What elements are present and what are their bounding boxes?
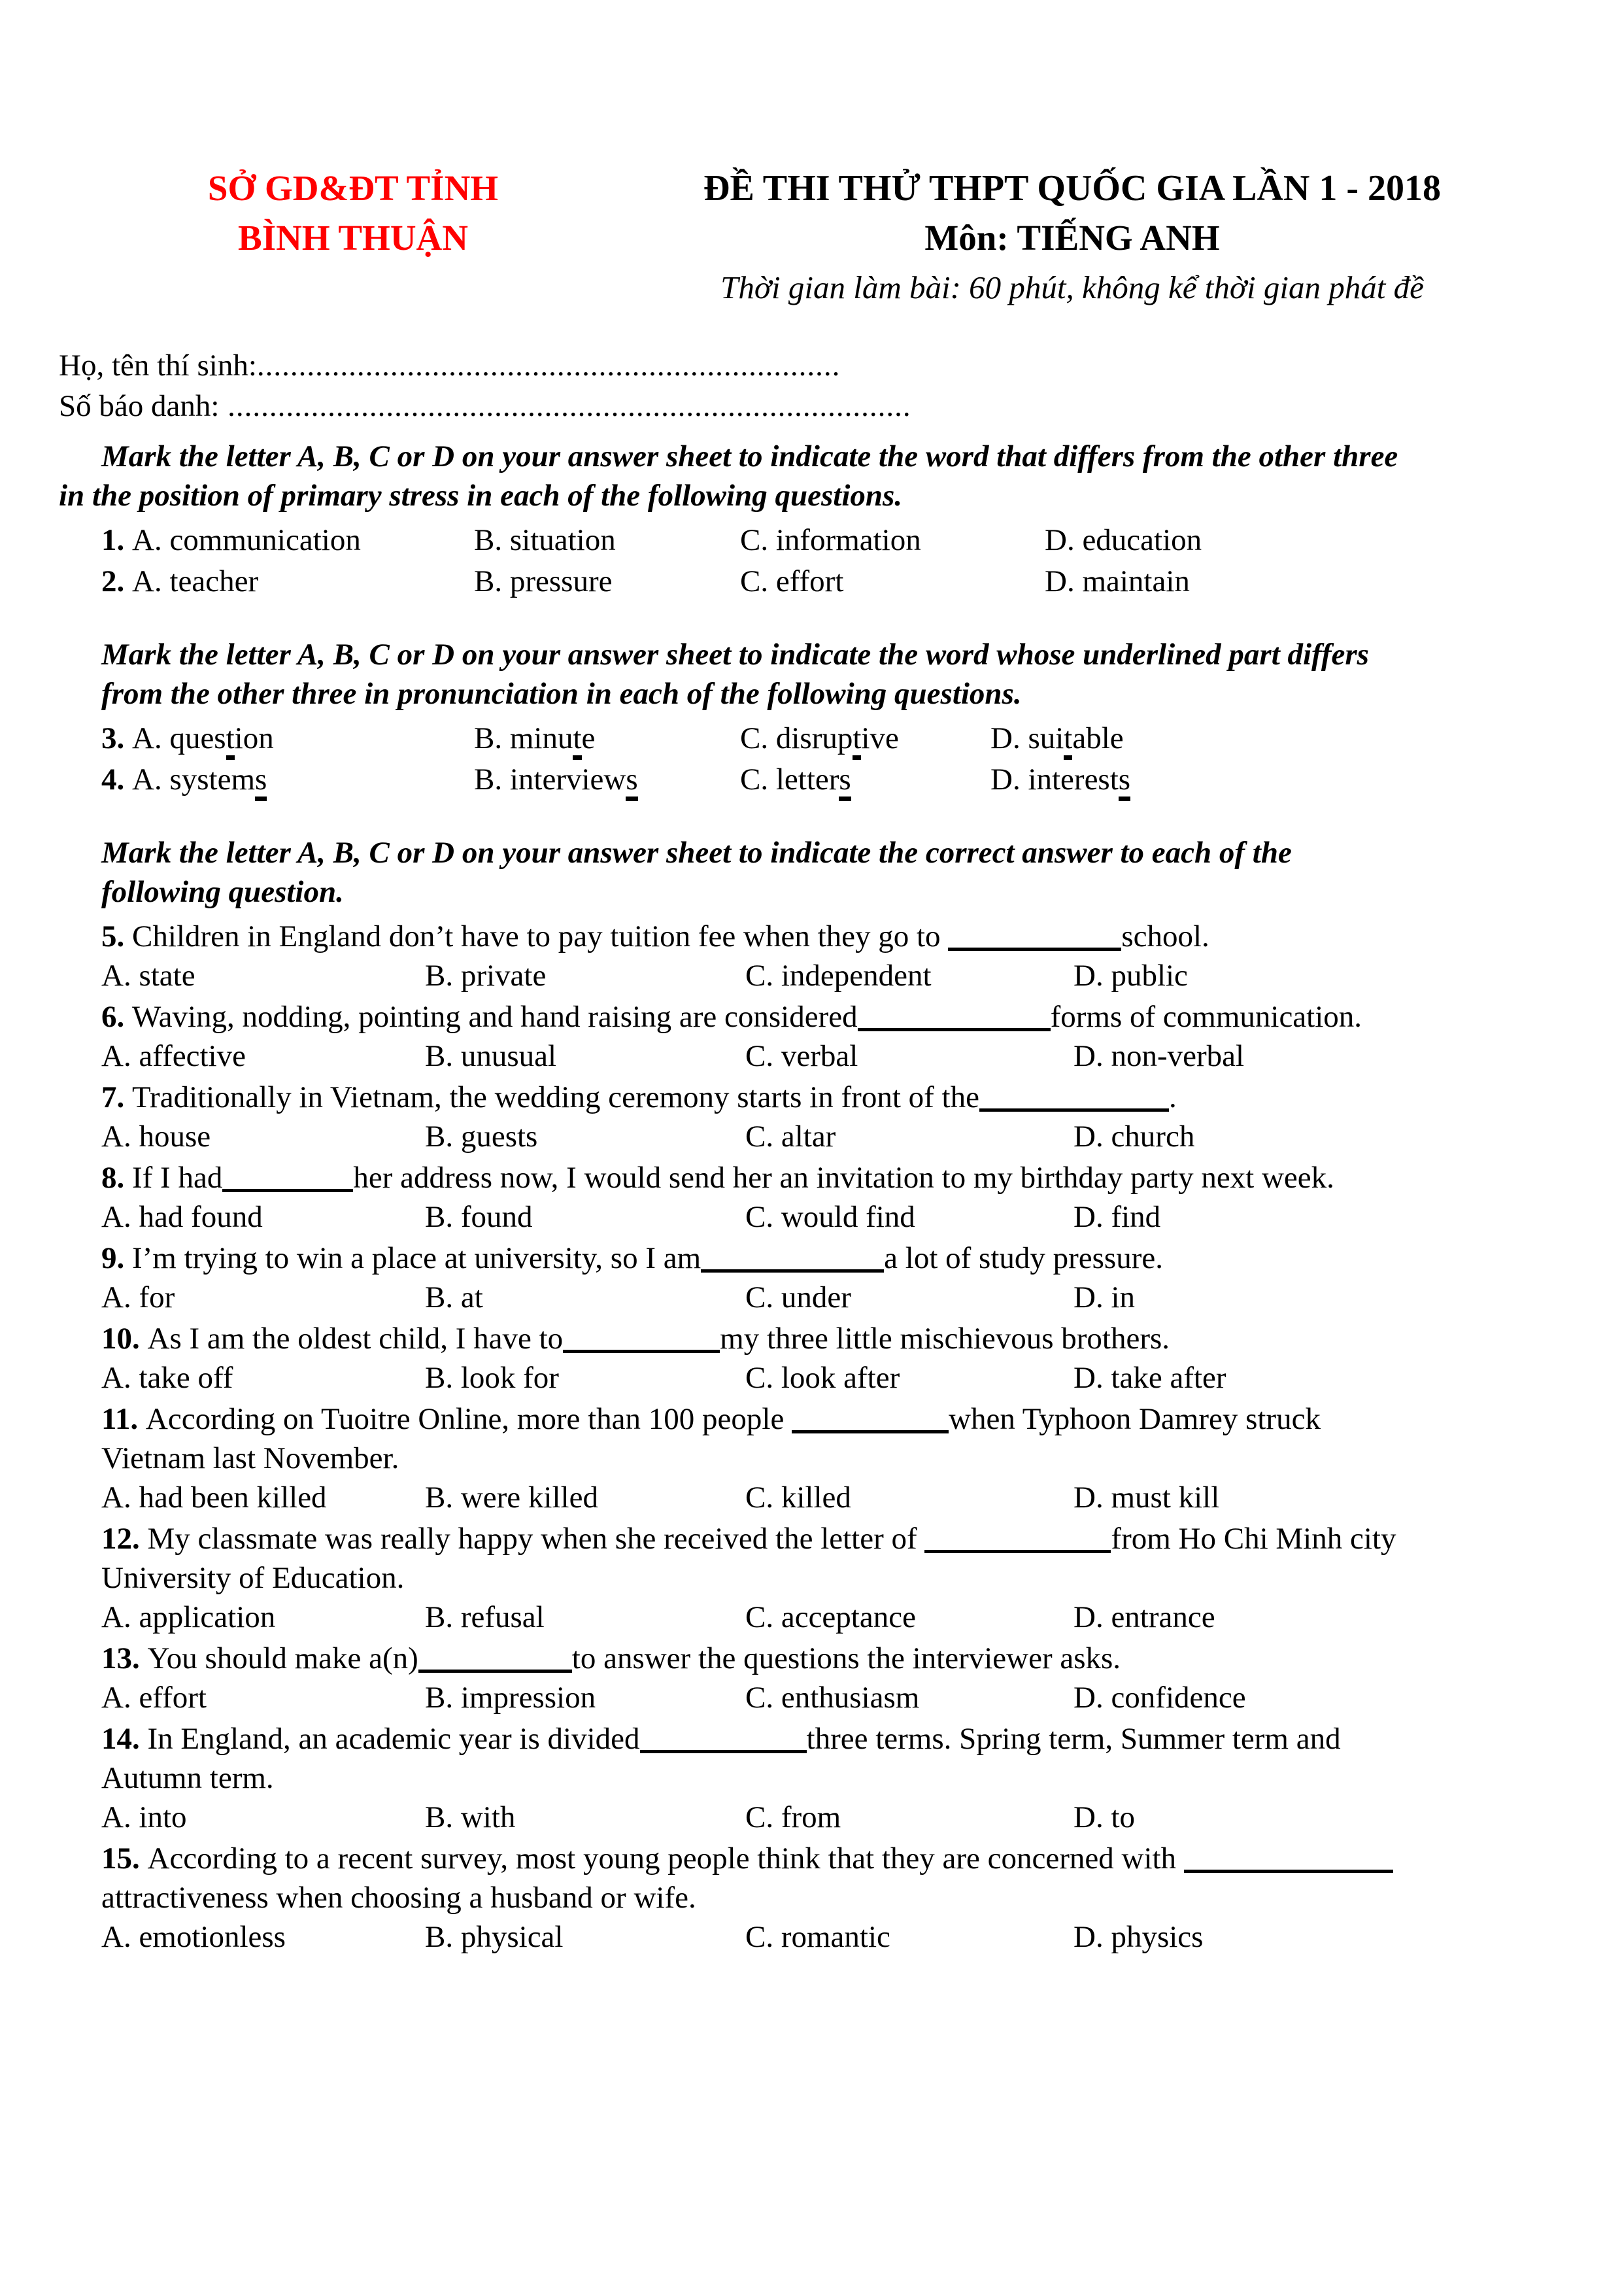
question-13	[101, 1639, 1563, 1717]
option-a: A. had been killed	[101, 1481, 327, 1515]
option-c: C. verbal	[745, 1039, 858, 1073]
option-c: C. romantic	[745, 1920, 890, 1954]
question-stem-line	[101, 1878, 1563, 1917]
stem-text: her address now, I would send her an invitation to my birthday party next week.	[353, 1161, 1334, 1195]
question-10	[101, 1319, 1563, 1397]
option-c: C. information	[740, 523, 921, 557]
option-a: A. affective	[101, 1039, 246, 1073]
option-c: C. independent	[745, 959, 932, 993]
question-number: 9.	[101, 1241, 132, 1275]
option-a: A. for	[101, 1280, 175, 1314]
stem-text: University of Education.	[101, 1561, 405, 1595]
options-row	[101, 1478, 1563, 1517]
options-row	[101, 1598, 1563, 1637]
question-11	[101, 1399, 1563, 1517]
options-row	[101, 1917, 1563, 1957]
options-row	[101, 956, 1563, 995]
option-c: C. look after	[745, 1361, 900, 1395]
section-instruction	[101, 635, 1563, 713]
option-b: B. look for	[425, 1361, 559, 1395]
answer-blank	[640, 1750, 807, 1753]
stem-text: As I am the oldest child, I have to	[147, 1322, 564, 1356]
section-instruction	[59, 437, 1563, 515]
underlined-letter: s	[1119, 762, 1130, 801]
option-d: D. must kill	[1073, 1481, 1220, 1515]
option-b: B. private	[425, 959, 547, 993]
instruction-line: Mark the letter A, B, C or D on your answer sheet to indicate the word that differs from the other three	[101, 439, 1398, 473]
question-number: 11.	[101, 1402, 146, 1436]
option-a: A. had found	[101, 1200, 263, 1234]
instruction-line: in the position of primary stress in each of the following questions.	[59, 479, 903, 513]
stem-text: .	[1168, 1080, 1177, 1114]
option-b: B. at	[425, 1280, 483, 1314]
section-stress	[59, 437, 1563, 601]
option-c: C. effort	[740, 564, 844, 598]
org-line1: SỞ GD&ĐT TỈNH	[207, 168, 499, 208]
underlined-letter: t	[226, 721, 235, 760]
question-stem-line	[101, 1639, 1563, 1678]
question-number: 14.	[101, 1722, 148, 1756]
options-row	[101, 562, 1563, 601]
question-12	[101, 1519, 1563, 1637]
stem-text: forms of communication.	[1050, 1000, 1362, 1034]
exam-subject: Môn: TIẾNG ANH	[924, 218, 1220, 258]
question-stem-line	[101, 1158, 1563, 1197]
question-number: 8.	[101, 1161, 132, 1195]
option-a: 4. A. systems	[101, 760, 267, 799]
option-b: B. pressure	[474, 564, 613, 598]
option-b: B. were killed	[425, 1481, 598, 1515]
stem-text: from Ho Chi Minh city	[1111, 1522, 1396, 1556]
question-6	[101, 997, 1563, 1076]
question-4	[101, 760, 1563, 799]
option-a: 2. A. teacher	[101, 564, 259, 598]
document-header	[59, 163, 1563, 313]
answer-blank	[792, 1430, 949, 1433]
option-a: A. emotionless	[101, 1920, 286, 1954]
question-number: 7.	[101, 1080, 132, 1114]
option-b: B. physical	[425, 1920, 564, 1954]
question-3	[101, 719, 1563, 758]
option-b: B. impression	[425, 1681, 596, 1715]
question-5	[101, 917, 1563, 995]
footer-partial-glyph	[77, 2274, 94, 2281]
options-row	[101, 1197, 1563, 1237]
option-c: C. from	[745, 1800, 841, 1834]
option-d: D. maintain	[1045, 564, 1190, 598]
dotted-line: ..................................................................................	[219, 389, 911, 423]
question-number: 13.	[101, 1641, 148, 1675]
answer-blank	[858, 1028, 1051, 1031]
stem-text: My classmate was really happy when she received the letter of	[147, 1522, 925, 1556]
option-c: C. acceptance	[745, 1600, 916, 1634]
option-d: D. non-verbal	[1073, 1039, 1245, 1073]
option-a: A. into	[101, 1800, 187, 1834]
option-a: A. take off	[101, 1361, 233, 1395]
instruction-line: Mark the letter A, B, C or D on your answer sheet to indicate the correct answer to each of the	[101, 836, 1292, 870]
question-15	[101, 1839, 1563, 1957]
underlined-letter: t	[1064, 721, 1072, 760]
options-row	[101, 1798, 1563, 1837]
options-row	[101, 1117, 1563, 1156]
question-number: 12.	[101, 1522, 148, 1556]
option-a: A. state	[101, 959, 195, 993]
dotted-line: ......................................................................	[256, 349, 841, 383]
options-row	[101, 719, 1563, 758]
underlined-letter: s	[839, 762, 851, 801]
option-c: C. letters	[740, 760, 851, 799]
question-number: 3.	[101, 721, 132, 755]
options-row	[101, 1358, 1563, 1397]
stem-text: to answer the questions the interviewer asks.	[571, 1641, 1121, 1675]
options-row	[101, 521, 1563, 560]
option-b: B. guests	[425, 1120, 538, 1154]
instruction-line: Mark the letter A, B, C or D on your answer sheet to indicate the word whose underlined part differs	[101, 638, 1369, 672]
question-stem-line	[101, 1439, 1563, 1478]
option-b: B. unusual	[425, 1039, 557, 1073]
option-b: B. situation	[474, 523, 616, 557]
title-block	[647, 163, 1497, 313]
exam-title: ĐỀ THI THỬ THPT QUỐC GIA LẦN 1 - 2018	[703, 168, 1441, 209]
stem-text: three terms. Spring term, Summer term and	[806, 1722, 1341, 1756]
option-a: 1. A. communication	[101, 523, 361, 557]
question-number: 2.	[101, 564, 132, 598]
option-c: C. would find	[745, 1200, 915, 1234]
question-14	[101, 1719, 1563, 1837]
options-row	[101, 1678, 1563, 1717]
option-d: D. to	[1073, 1800, 1135, 1834]
stem-text: Waving, nodding, pointing and hand raising are considered	[132, 1000, 858, 1034]
question-9	[101, 1239, 1563, 1317]
stem-text: Children in England don’t have to pay tuition fee when they go to	[132, 919, 949, 953]
question-stem-line	[101, 1319, 1563, 1358]
underlined-letter: t	[573, 721, 581, 760]
question-stem-line	[101, 1558, 1563, 1598]
option-a: A. application	[101, 1600, 276, 1634]
question-7	[101, 1078, 1563, 1156]
question-8	[101, 1158, 1563, 1237]
answer-blank	[1184, 1870, 1393, 1873]
stem-text: If I had	[132, 1161, 223, 1195]
candidate-name-label: Họ, tên thí sinh:	[59, 349, 257, 383]
answer-blank	[563, 1350, 720, 1353]
section-instruction	[101, 833, 1563, 912]
option-b: B. found	[425, 1200, 533, 1234]
question-number: 1.	[101, 523, 132, 557]
stem-text: In England, an academic year is divided	[147, 1722, 640, 1756]
options-row	[101, 1278, 1563, 1317]
stem-text: According to a recent survey, most young people think that they are concerned with	[147, 1842, 1184, 1876]
option-c: C. enthusiasm	[745, 1681, 920, 1715]
question-stem-line	[101, 917, 1563, 956]
candidate-name-line	[59, 345, 1563, 386]
option-a: A. house	[101, 1120, 211, 1154]
option-d: D. confidence	[1073, 1681, 1246, 1715]
option-d: D. take after	[1073, 1361, 1226, 1395]
option-d: D. in	[1073, 1280, 1135, 1314]
stem-text: when Typhoon Damrey struck	[949, 1402, 1321, 1436]
option-b: B. refusal	[425, 1600, 545, 1634]
question-number: 5.	[101, 919, 132, 953]
options-row	[101, 760, 1563, 799]
question-number: 6.	[101, 1000, 132, 1034]
option-c: C. killed	[745, 1481, 851, 1515]
answer-blank	[222, 1189, 353, 1192]
question-stem-line	[101, 1719, 1563, 1758]
answer-blank	[418, 1670, 572, 1673]
option-d: D. suitable	[990, 719, 1124, 758]
options-row	[101, 1037, 1563, 1076]
stem-text: You should make a(n)	[147, 1641, 418, 1675]
option-d: D. interests	[990, 760, 1130, 799]
answer-blank	[948, 948, 1121, 951]
option-d: D. church	[1073, 1120, 1195, 1154]
time-note: Thời gian làm bài: 60 phút, không kể thời gian phát đề	[720, 269, 1424, 305]
question-1	[101, 521, 1563, 560]
instruction-line: from the other three in pronunciation in each of the following questions.	[101, 677, 1022, 711]
answer-blank	[924, 1550, 1111, 1553]
candidate-id-label: Số báo danh:	[59, 389, 220, 423]
question-number: 10.	[101, 1322, 148, 1356]
underlined-letter: s	[626, 762, 637, 801]
option-d: D. entrance	[1073, 1600, 1215, 1634]
option-a: A. effort	[101, 1681, 207, 1715]
option-d: D. find	[1073, 1200, 1161, 1234]
candidate-id-line	[59, 386, 1563, 426]
stem-text: a lot of study pressure.	[884, 1241, 1163, 1275]
question-number: 4.	[101, 762, 132, 797]
question-stem-line	[101, 1399, 1563, 1439]
option-c: C. altar	[745, 1120, 836, 1154]
option-b: B. minute	[474, 719, 595, 758]
option-d: D. physics	[1073, 1920, 1204, 1954]
question-number: 15.	[101, 1842, 148, 1876]
section-mcq	[59, 833, 1563, 1957]
stem-text: I’m trying to win a place at university, so I am	[132, 1241, 701, 1275]
option-d: D. education	[1045, 523, 1202, 557]
option-a: 3. A. question	[101, 719, 274, 758]
option-c: C. under	[745, 1280, 851, 1314]
instruction-line: following question.	[101, 875, 344, 909]
question-stem-line	[101, 997, 1563, 1037]
question-stem-line	[101, 1239, 1563, 1278]
org-line2: BÌNH THUẬN	[238, 218, 468, 258]
option-d: D. public	[1073, 959, 1188, 993]
option-b: B. with	[425, 1800, 516, 1834]
question-stem-line	[101, 1078, 1563, 1117]
question-stem-line	[101, 1758, 1563, 1798]
issuing-authority	[59, 163, 647, 313]
stem-text: my three little mischievous brothers.	[720, 1322, 1170, 1356]
question-stem-line	[101, 1519, 1563, 1558]
underlined-letter: t	[853, 721, 861, 760]
question-2	[101, 562, 1563, 601]
option-b: B. interviews	[474, 760, 638, 799]
underlined-letter: s	[255, 762, 267, 801]
answer-blank	[701, 1269, 884, 1273]
stem-text: Autumn term.	[101, 1761, 274, 1795]
sections-container	[59, 437, 1563, 1957]
section-pronunciation	[59, 635, 1563, 799]
option-c: C. disruptive	[740, 719, 899, 758]
stem-text: attractiveness when choosing a husband or wife.	[101, 1881, 696, 1915]
stem-text: According on Tuoitre Online, more than 100 people	[145, 1402, 792, 1436]
question-stem-line	[101, 1839, 1563, 1878]
stem-text: school.	[1121, 919, 1209, 953]
stem-text: Traditionally in Vietnam, the wedding ceremony starts in front of the	[132, 1080, 979, 1114]
stem-text: Vietnam last November.	[101, 1441, 399, 1475]
answer-blank	[979, 1108, 1169, 1112]
